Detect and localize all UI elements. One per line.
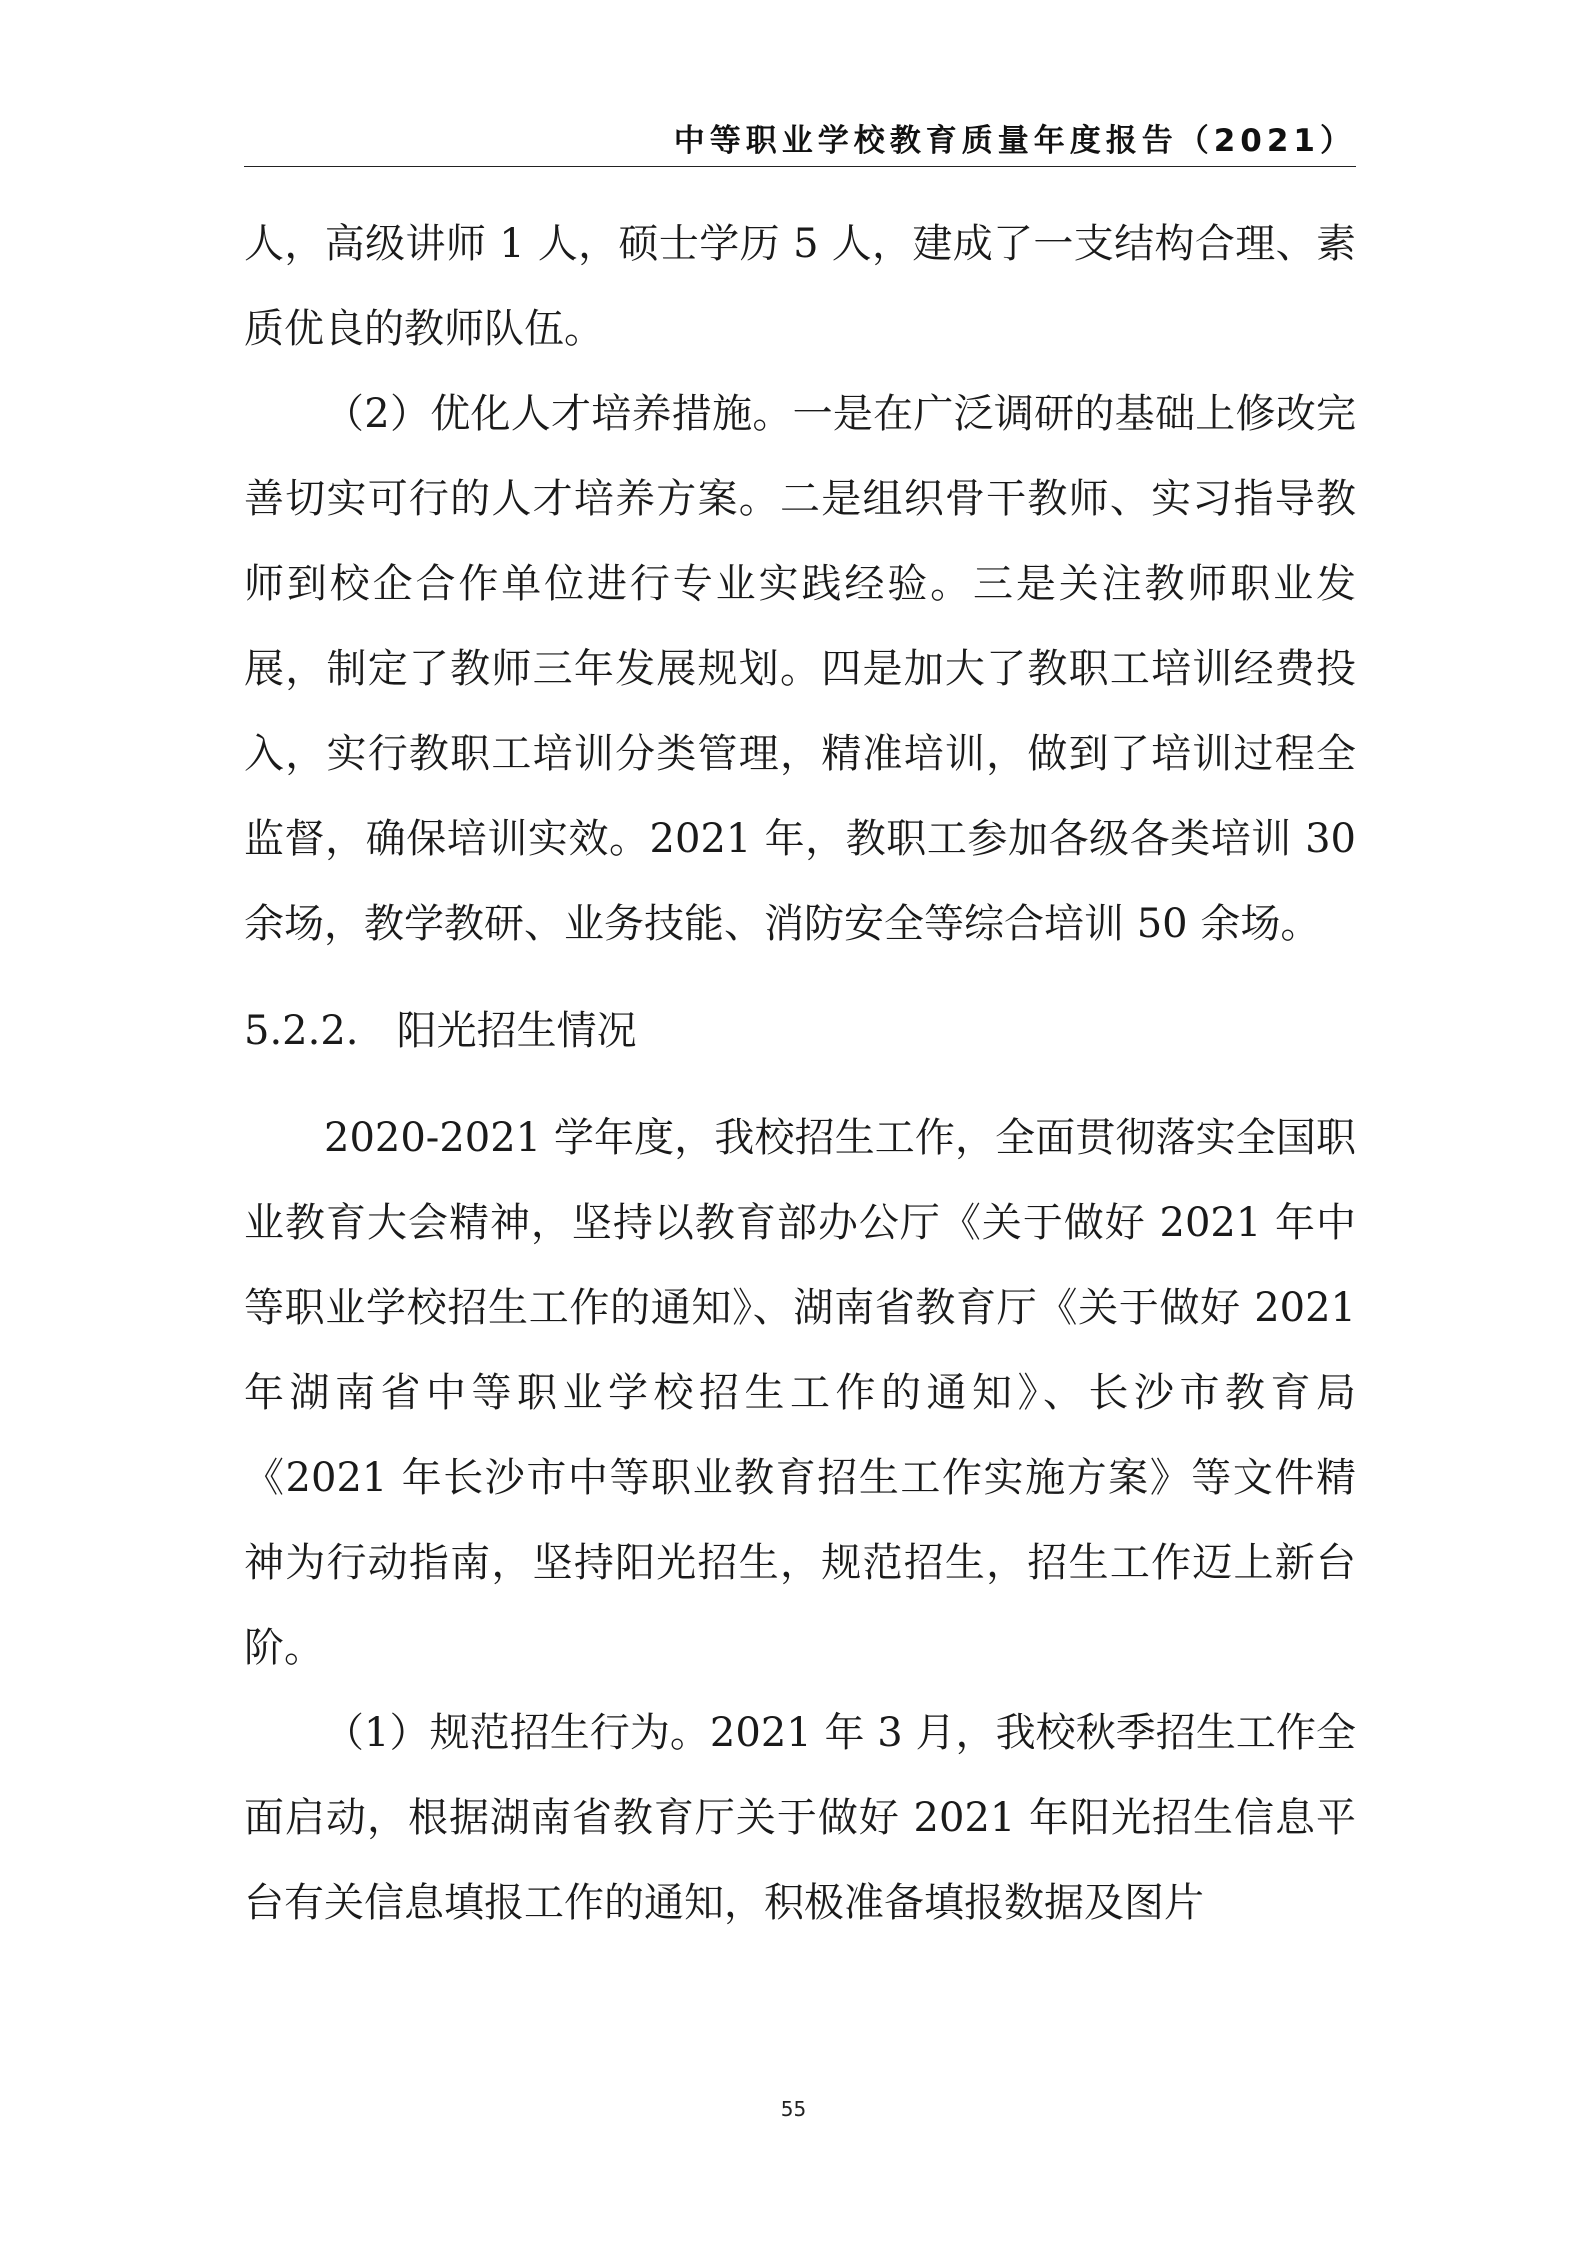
section-heading: 5.2.2. 阳光招生情况 (244, 1008, 637, 1054)
page-header (244, 122, 1356, 167)
header-title: 中等职业学校教育质量年度报告（2021） (673, 123, 1356, 159)
document-body (244, 202, 1356, 1946)
page-number: 55 (780, 2097, 807, 2121)
paragraph-enrollment-overview: 2020-2021 学年度，我校招生工作，全面贯彻落实全国职业教育大会精神，坚持以教育部办公厅《关于做好 2021 年中等职业学校招生工作的通知》、湖南省教育厅《关于做好 2021 年湖南省中等职业学校招生工作的通知》、长沙市教育局《2021 年长沙市中等职业教育招生工作实施方案》等文件精神为行动指南，坚持阳光招生，规范招生，招生工作迈上新台阶。 (244, 1115, 1356, 1671)
paragraph-talent-training: （2）优化人才培养措施。一是在广泛调研的基础上修改完善切实可行的人才培养方案。二是组织骨干教师、实习指导教师到校企合作单位进行专业实践经验。三是关注教师职业发展，制定了教师三年发展规划。四是加大了教职工培训经费投入，实行教职工培训分类管理，精准培训，做到了培训过程全监督，确保培训实效。2021 年，教职工参加各级各类培训 30 余场，教学教研、业务技能、消防安全等综合培训 50 余场。 (244, 391, 1356, 947)
paragraph-enrollment-regulation: （1）规范招生行为。2021 年 3 月，我校秋季招生工作全面启动，根据湖南省教育厅关于做好 2021 年阳光招生信息平台有关信息填报工作的通知，积极准备填报数据及图片 (244, 1710, 1356, 1926)
paragraph-teacher-team: 人，高级讲师 1 人，硕士学历 5 人，建成了一支结构合理、素质优良的教师队伍。 (244, 221, 1356, 352)
